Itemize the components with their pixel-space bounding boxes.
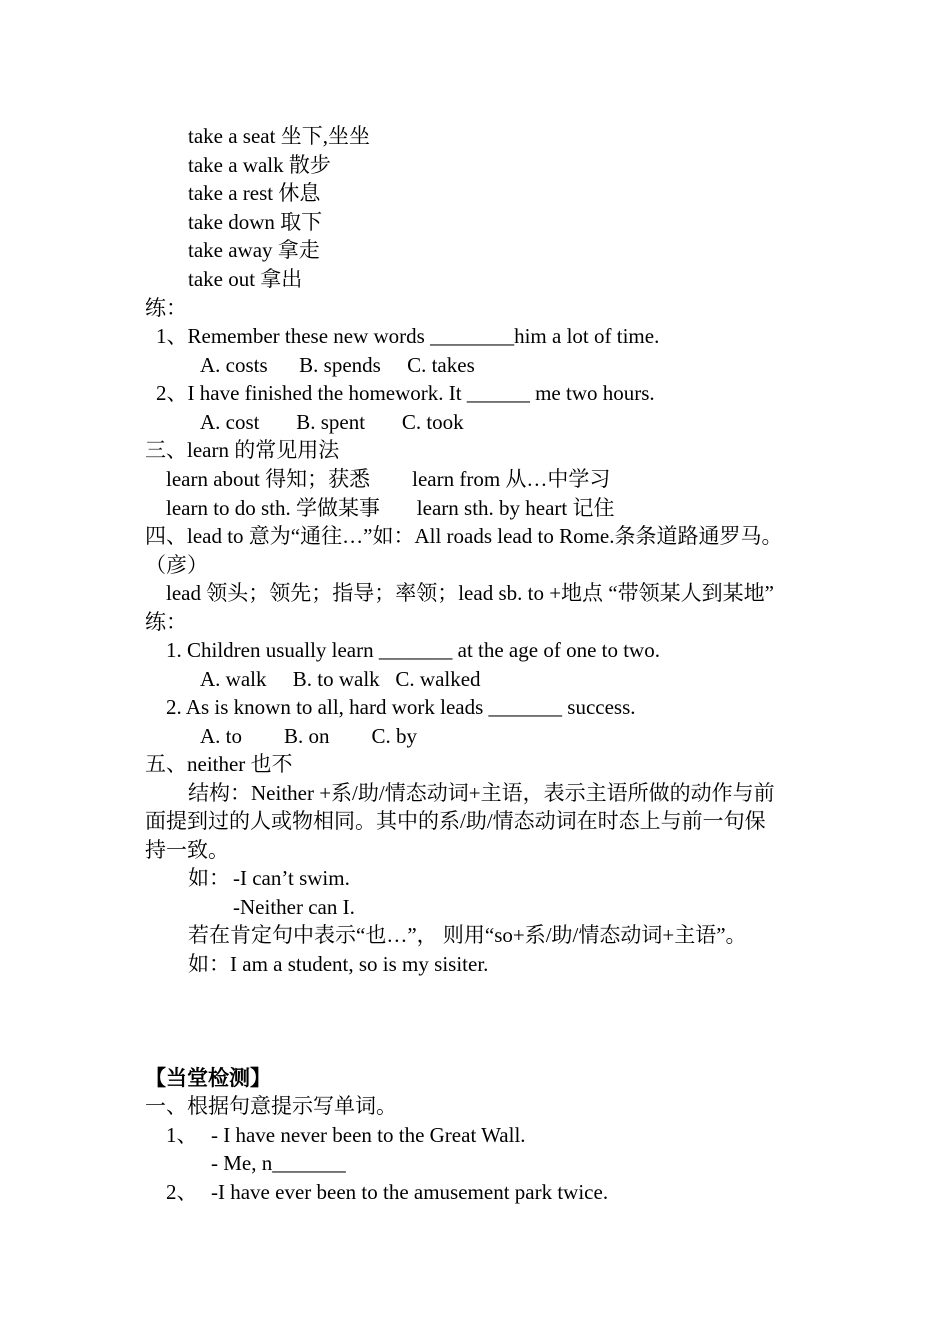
section-heading-lead-cont: （彦） (145, 553, 208, 577)
exercise-question: 2、I have finished the homework. It ______ me two hours. (156, 381, 655, 405)
exercise-options: A. costs B. spends C. takes (200, 353, 475, 377)
so-rule: 若在肯定句中表示“也…”， 则用“so+系/助/情态动词+主语”。 (188, 923, 747, 947)
example-line: -I can’t swim. (233, 866, 350, 890)
learn-usage-row: learn about 得知；获悉 learn from 从…中学习 (166, 467, 611, 491)
take-phrase-4: take down 取下 (188, 210, 323, 234)
check-item-line: - Me, n_______ (211, 1151, 346, 1175)
take-phrase-3: take a rest 休息 (188, 181, 321, 205)
practice-label: 练： (145, 610, 187, 634)
example-prefix: 如： (188, 866, 230, 890)
exercise-question: 1. Children usually learn _______ at the age of one to two. (166, 638, 660, 662)
lead-meaning: lead 领头；领先；指导；率领；lead sb. to +地点 “带领某人到某地” (166, 581, 774, 605)
check-item-line: -I have ever been to the amusement park twice. (211, 1180, 609, 1204)
neither-structure: 持一致。 (145, 838, 229, 862)
practice-label: 练： (145, 296, 187, 320)
exercise-options: A. cost B. spent C. took (200, 410, 464, 434)
check-item-line: - I have never been to the Great Wall. (211, 1123, 526, 1147)
check-part-heading: 一、根据句意提示写单词。 (145, 1094, 397, 1118)
take-phrase-6: take out 拿出 (188, 267, 303, 291)
exercise-options: A. to B. on C. by (200, 724, 418, 748)
exercise-question: 2. As is known to all, hard work leads _______ success. (166, 695, 636, 719)
so-example: 如：I am a student, so is my sisiter. (188, 952, 489, 976)
neither-structure: 结构：Neither +系/助/情态动词+主语，表示主语所做的动作与前 (188, 781, 775, 805)
section-heading-neither: 五、neither 也不 (145, 752, 293, 776)
take-phrase-5: take away 拿走 (188, 238, 320, 262)
exercise-options: A. walk B. to walk C. walked (200, 667, 481, 691)
exercise-question: 1、Remember these new words ________him a lot of time. (156, 324, 660, 348)
section-heading-learn: 三、learn 的常见用法 (145, 438, 340, 462)
section-heading-lead: 四、lead to 意为“通往…”如：All roads lead to Rome.条条道路通罗马。 (145, 524, 783, 548)
take-phrase-2: take a walk 散步 (188, 153, 331, 177)
learn-usage-row: learn to do sth. 学做某事 learn sth. by heart 记住 (166, 496, 615, 520)
check-item-number: 1、 (166, 1123, 198, 1147)
take-phrase-1: take a seat 坐下,坐坐 (188, 124, 370, 148)
check-item-number: 2、 (166, 1180, 198, 1204)
example-line: -Neither can I. (233, 895, 355, 919)
neither-structure: 面提到过的人或物相同。其中的系/助/情态动词在时态上与前一句保 (145, 809, 766, 833)
check-title: 【当堂检测】 (145, 1066, 271, 1090)
